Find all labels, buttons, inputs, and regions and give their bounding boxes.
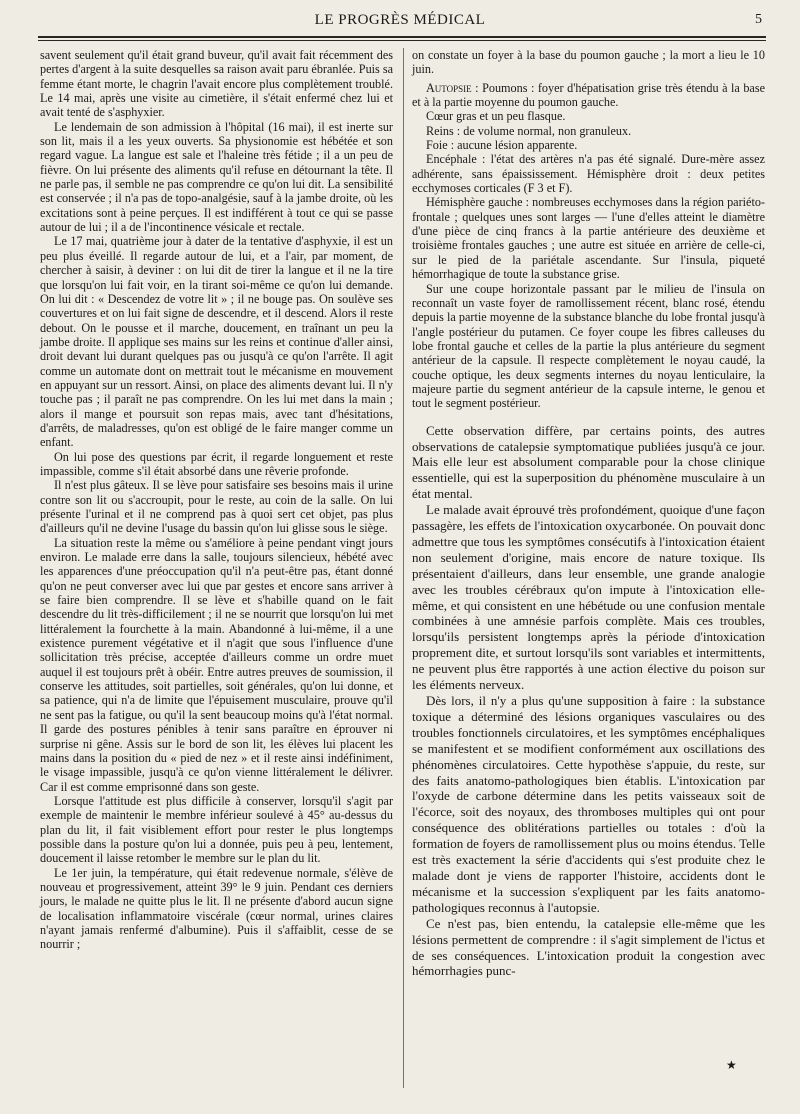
page-header — [38, 6, 762, 34]
paragraph: Le 1er juin, la température, qui était redevenue normale, s'élève de nouveau et progressivement, atteint 39° le 9 juin. Pendant ces derniers jours, le malade ne quitte plus le lit. Il ne présente d'abord aucun signe de localisation inflammatoire viscérale (cœur normal, urines claires n'ayant jamais renfermé d'albumine). Puis il s'affaiblit, cesse de se nourrir ; — [40, 865, 393, 952]
column-divider — [403, 48, 404, 1088]
right-column — [412, 48, 765, 979]
paragraph: Cette observation diffère, par certains points, des autres observations de catalepsie symptomatique publiées jusqu'à ce jour. Mais elle leur est absolument comparable pour la chose clinique essentielle, qui est la superposition du phénomène musculaire à un état mental. — [412, 422, 765, 502]
autopsy-heart: Cœur gras et un peu flasque. — [426, 109, 566, 124]
autopsy-label: Autopsie — [426, 80, 472, 95]
autopsy-kidneys: Reins : de volume normal, non granuleux. — [426, 123, 632, 138]
running-title: LE PROGRÈS MÉDICAL — [314, 12, 486, 28]
page-number: 5 — [755, 12, 762, 27]
autopsy-liver: Foie : aucune lésion apparente. — [426, 138, 578, 153]
paragraph: Lorsque l'attitude est plus difficile à conserver, lorsqu'il s'agit par exemple de maintenir le membre inférieur soulevé à 45° au-dessus du plan du lit, il fait visiblement effort pour rester le plus longtemps possible dans la posture qu'on lui a donnée, puis peu à peu, lentement, doucement il laisse retomber le membre sur le plan du lit. — [40, 793, 393, 866]
paragraph: savent seulement qu'il était grand buveur, qu'il avait fait récemment des pertes d'argent à la suite desquelles sa raison avait paru ébranlée. Puis sa femme étant morte, le chagrin l'avait encore plus complètement troublé. Le 14 mai, après une visite au cimetière, il s'était enfermé chez lui et avait tenté de s'asphyxier. — [40, 48, 393, 120]
paragraph: Dès lors, il n'y a plus qu'une supposition à faire : la substance toxique a déterminé des lésions organiques vasculaires ou des troubles fonctionnels circulatoires, et les symptômes encéphaliques se manifestent et se modifient conformément aux oscillations des phénomènes circulatoires. Cette hypothèse s'appuie, du reste, sur des faits anatomo-pathologiques bien établis. L'intoxication par l'oxyde de carbone détermine dans les petits vaisseaux soit de l'écorce, soit des noyaux, des thromboses multiples qui ont pour conséquence des oblitérations partielles ou totales : d'où la formation de foyers de ramollissement plus ou moins étendus. Telle est très exactement la série d'accidents qui s'est produite chez le malade dont je viens de rapporter l'histoire, accidents dont le mécanisme et la succession s'expliquent par les faits anatomo-pathologiques reconnus à l'autopsie. — [412, 693, 765, 915]
paragraph: Le malade avait éprouvé très profondément, quoique d'une façon passagère, les effets de l'intoxication oxycarbonée. On pouvait donc admettre que tous les symptômes consécutifs à l'intoxication étaient non seulement d'origine, mais encore de nature toxique. Ils présentaient d'ailleurs, dans leur ensemble, une grande analogie avec les troubles cérébraux qu'on impute à l'intoxication elle-même, et qui consistent en une hébétude ou une confusion mentale combinées à une amnésie parfois complète. Mais ces troubles, lorsqu'ils persistent longtemps après la période d'intoxication proprement dite, et surtout lorsqu'ils sont variables et intermittents, ne peuvent plus être rapportés à une action élective du poison sur les éléments nerveux. — [412, 502, 765, 693]
autopsy-paragraph: Autopsie : Poumons : foyer d'hépatisation grise très étendu à la base et à la partie moyenne du poumon gauche. — [412, 80, 765, 110]
header-rule-thin — [38, 40, 766, 41]
header-rule — [38, 36, 766, 38]
paragraph: on constate un foyer à la base du poumon gauche ; la mort a lieu le 10 juin. — [412, 48, 765, 77]
autopsy-section: Sur une coupe horizontale passant par le milieu de l'insula on reconnaît un vaste foyer de ramollissement récent, blanc rosé, étendu depuis la partie moyenne de la substance blanche du lobe frontal jusqu'à l'angle postérieur du putamen. Ce foyer coupe les fibres calleuses du lobe frontal gauche et celles de la partie la plus antérieure du segment antérieur de la capsule. Il respecte complètement le noyau caudé, la couche optique, les deux segments internes du noyau lenticulaire, la majeure partie du segment antérieur de la capsule interne, le genou et tout le segment postérieur. — [412, 281, 765, 411]
paragraph: Ce n'est pas, bien entendu, la catalepsie elle-même que les lésions permettent de comprendre : il s'agit simplement de l'ictus et de ses conséquences. L'intoxication produit la congestion avec hémorrhagies punc- — [412, 915, 765, 979]
paragraph: La situation reste la même ou s'améliore à peine pendant vingt jours environ. Le malade erre dans la salle, toujours silencieux, hébété avec les apparences d'une préoccupation qu'il n'a peut-être pas, étant donné qu'on ne peut converser avec lui que par gestes et encore sans arriver à se faire bien comprendre. Il se lève et s'habille quand on le fait descendre du lit très-difficilement ; il ne se nourrit que lorsqu'on lui met littéralement la fourchette à la main. Abandonné à lui-même, il a une existence purement végétative et il n'agit que sous l'influence d'une sollicitation très précise, acceptée d'ailleurs comme un ordre muet auquel il est toujours prêt à obéir. Entre autres preuves de soumission, il conserve les attitudes, soit partielles, soit générales, qu'on lui donne, et sa patience, qui n'a de limite que l'épuisement musculaire, prouve qu'il ne sent pas la fatigue, ou qu'il la sent beaucoup moins qu'à l'état normal. Il garde des postures pénibles à tenir sans paraître en éprouver ni surprise ni gêne. Assis sur le bord de son lit, les élèves lui placent les mains dans la position du « pied de nez » et il reste ainsi indéfiniment, le visage impassible, jusqu'à ce qu'on vienne littéralement le délivrer. Car il est comme emprisonné dans son geste. — [40, 535, 393, 794]
paragraph: On lui pose des questions par écrit, il regarde longuement et reste impassible, comme s'il était absorbé dans une rêverie profonde. — [40, 449, 393, 478]
autopsy-brain: Encéphale : l'état des artères n'a pas été signalé. Dure-mère assez adhérente, sans épaississement. Hémisphère droit : deux petites ecchymoses corticales (F 3 et F). — [412, 152, 765, 196]
autopsy-lungs: Poumons : foyer d'hépatisation grise très étendu à la base et à la partie moyenne du poumon gauche. — [412, 80, 765, 110]
paragraph: Le 17 mai, quatrième jour à dater de la tentative d'asphyxie, il est un peu plus éveillé. Il regarde autour de lui, et a l'air, par moment, de chercher à saisir, à deviner : on lui dit de tirer la langue et il ne la tire que lorsqu'on lui fait voir, en la tirant soi-même ce qu'on lui demande. On lui dit : « Descendez de votre lit » ; il ne bouge pas. On soulève ses couvertures et on lui fait signe de descendre, et il descend. Alors il reste debout. On le pousse et il marche, doucement, en traînant un peu la jambe droite. Il applique ses mains sur les reins et continue d'aller ainsi, droit devant lui durant quelques pas ou jusqu'à ce qu'on l'arrête. Il agit comme un automate dont on mettrait tout le mécanisme en mouvement en appuyant sur un ressort. Ainsi, on place des aliments devant lui. Il n'y touche pas ; il paraît ne pas comprendre. On les lui met dans la main ; alors il mange et poursuit son repas mais, avec tant d'hésitations, d'arrêts, de maladresses, qu'on est obligé de le faire manger comme un enfant. — [40, 234, 393, 450]
paragraph: Il n'est plus gâteux. Il se lève pour satisfaire ses besoins mais il urine contre son lit ou s'accroupit, pour le reste, au coin de la salle. On lui présente l'urinal et il ne comprend pas à quoi sert cet objet, pas plus d'ailleurs qu'il ne devine l'usage du bassin qu'on lui glisse sous le siège. — [40, 478, 393, 536]
left-column — [40, 48, 393, 952]
paragraph: Le lendemain de son admission à l'hôpital (16 mai), il est inerte sur son lit, mais il a les yeux ouverts. Sa physionomie est hébétée et son regard vague. La langue est sale et l'haleine très fétide ; il a un peu de fièvre. On lui présente des aliments qu'il refuse en détournant la tête. Il ne parle pas, il semble ne pas comprendre ce qu'on lui dit. La sensibilité est conservée ; il n'a pas de topo-analgésie, sauf à la jambe droite, où les excitations sont à peine perçues. Il est indifférent à tout ce qui se passe autour de lui ; il a de l'incontinence vésicale et rectale. — [40, 119, 393, 235]
autopsy-left-hemisphere: Hémisphère gauche : nombreuses ecchymoses dans la région pariéto-frontale ; quelques unes sont larges — l'une d'elles atteint le diamètre d'une pièce de cinq francs à la partie antérieure des deuxième et troisième frontales gauches ; une autre est située en arrière de celle-ci, sur le pied de la pariétale ascendante. Sur l'insula, piqueté hémorrhagique de toute la substance grise. — [412, 195, 765, 282]
footer-mark: ★ — [726, 1058, 737, 1072]
